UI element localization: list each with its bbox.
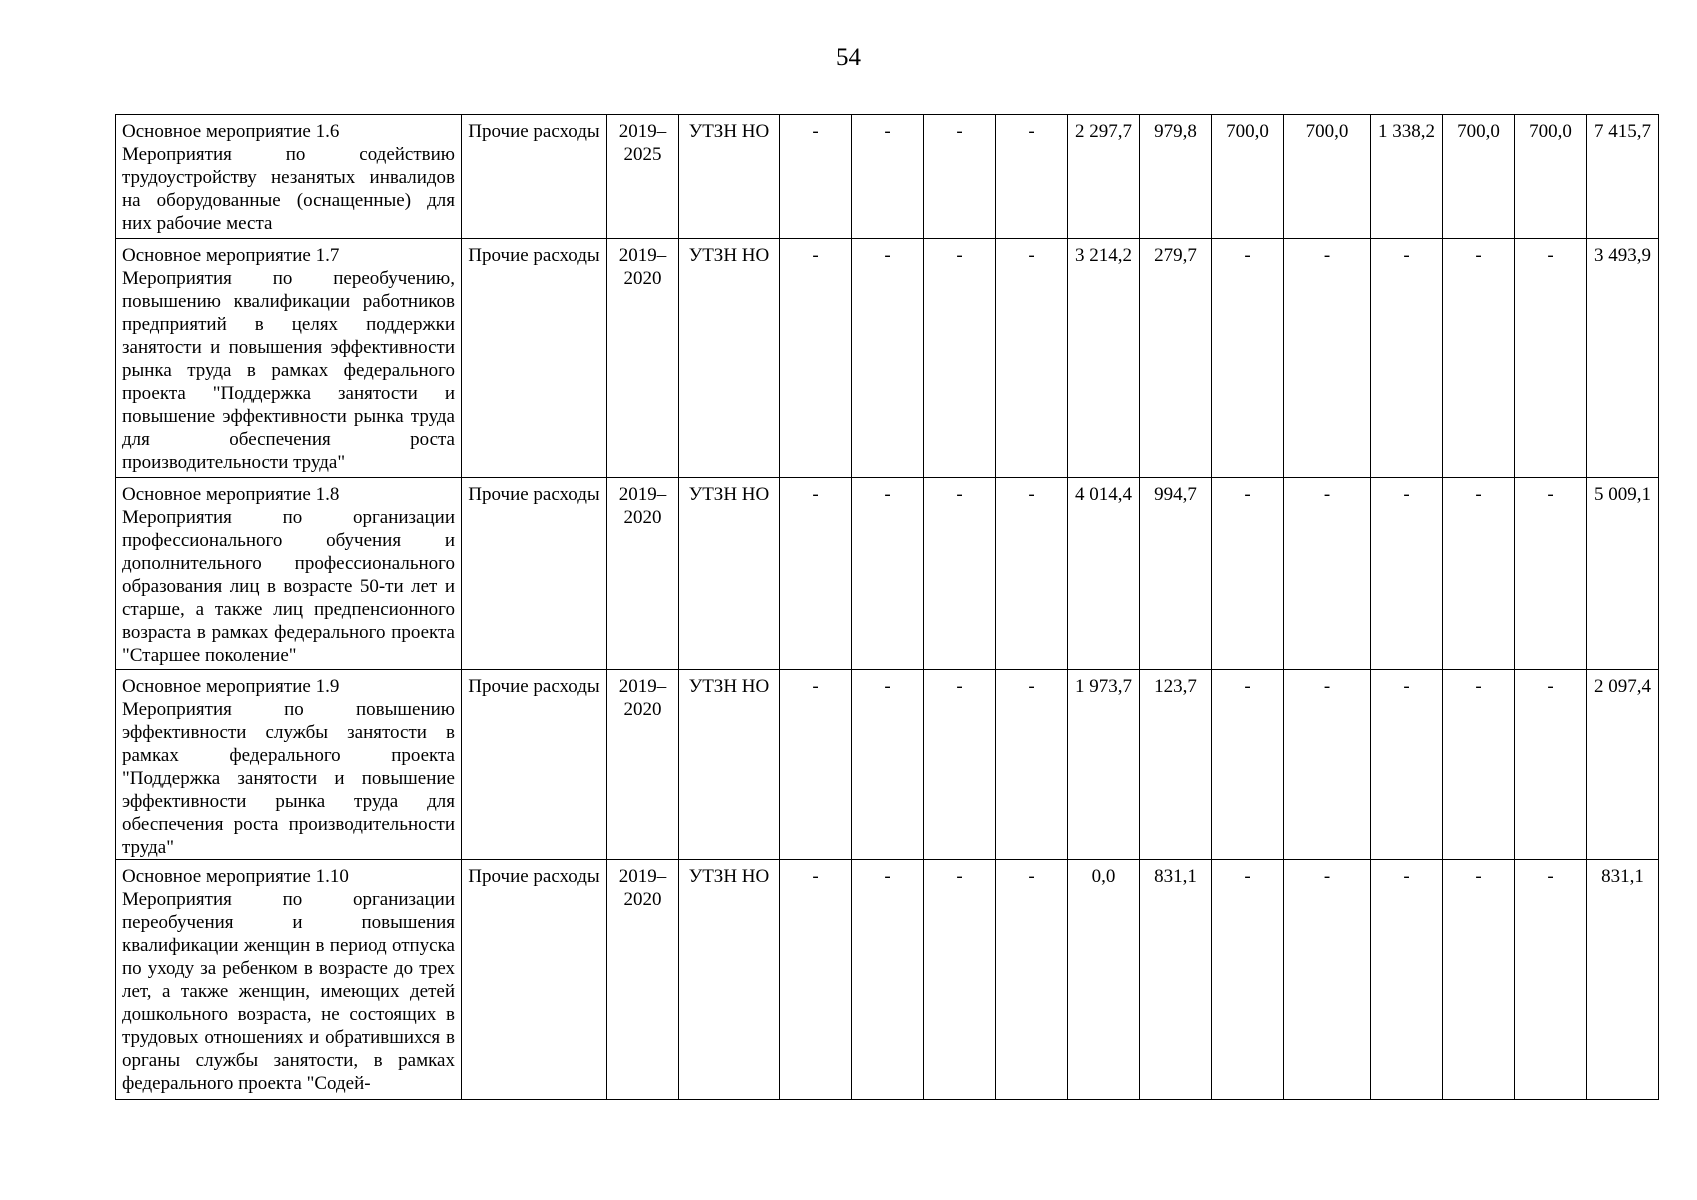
- value-cell: 0,0: [1068, 860, 1140, 1100]
- executor-cell: УТЗН НО: [679, 478, 780, 670]
- value-cell: -: [852, 239, 924, 478]
- value-cell: -: [1515, 860, 1587, 1100]
- table-row: [116, 860, 1659, 1100]
- activity-name-cell: [116, 478, 462, 670]
- value-cell: 700,0: [1212, 115, 1284, 239]
- budget-table: [115, 114, 1659, 1100]
- value-cell: -: [996, 478, 1068, 670]
- expense-type-cell: Прочие расходы: [462, 670, 607, 860]
- value-cell: -: [780, 115, 852, 239]
- activity-title: Основное мероприятие 1.7: [122, 245, 340, 266]
- total-value-cell: 831,1: [1587, 860, 1659, 1100]
- value-cell: -: [924, 860, 996, 1100]
- value-cell: -: [1515, 239, 1587, 478]
- value-cell: -: [996, 115, 1068, 239]
- table-row: [116, 478, 1659, 670]
- period-cell: 2019–2020: [607, 239, 679, 478]
- period-cell: 2019–2025: [607, 115, 679, 239]
- expense-type-cell: Прочие расходы: [462, 478, 607, 670]
- activity-name-cell: [116, 670, 462, 860]
- executor-cell: УТЗН НО: [679, 860, 780, 1100]
- activity-description: Мероприятия по содействию трудоустройству незанятых инвалидов на оборудованные (оснащенные) для них рабочие места: [122, 144, 455, 234]
- value-cell: -: [924, 115, 996, 239]
- page-number: 54: [836, 44, 861, 71]
- value-cell: 831,1: [1140, 860, 1212, 1100]
- value-cell: -: [1284, 860, 1371, 1100]
- value-cell: 1 338,2: [1371, 115, 1443, 239]
- period-cell: 2019–2020: [607, 860, 679, 1100]
- value-cell: -: [996, 670, 1068, 860]
- value-cell: -: [996, 860, 1068, 1100]
- value-cell: -: [780, 670, 852, 860]
- value-cell: -: [1371, 478, 1443, 670]
- expense-type-cell: Прочие расходы: [462, 239, 607, 478]
- value-cell: -: [1443, 478, 1515, 670]
- activity-name-cell: [116, 239, 462, 478]
- expense-type-cell: Прочие расходы: [462, 115, 607, 239]
- activity-description: Мероприятия по переобучению, повышению квалификации работников предприятий в целях поддержки занятости и повышения эффективности рынка труда в рамках федерального проекта "Поддержка занятости и повышение эффективности рынка труда для обеспечения роста производительности труда": [122, 268, 455, 473]
- activity-title: Основное мероприятие 1.10: [122, 866, 349, 887]
- value-cell: -: [1212, 239, 1284, 478]
- value-cell: -: [1371, 239, 1443, 478]
- table-row: [116, 115, 1659, 239]
- activity-description: Мероприятия по повышению эффективности службы занятости в рамках федерального проекта "Поддержка занятости и повышение эффективности рынка труда для обеспечения роста производительности труда": [122, 699, 455, 858]
- value-cell: -: [924, 670, 996, 860]
- value-cell: -: [1284, 239, 1371, 478]
- value-cell: 700,0: [1284, 115, 1371, 239]
- value-cell: 123,7: [1140, 670, 1212, 860]
- value-cell: 979,8: [1140, 115, 1212, 239]
- value-cell: -: [852, 478, 924, 670]
- value-cell: 2 297,7: [1068, 115, 1140, 239]
- value-cell: -: [1284, 670, 1371, 860]
- value-cell: 3 214,2: [1068, 239, 1140, 478]
- value-cell: -: [1212, 670, 1284, 860]
- value-cell: 700,0: [1443, 115, 1515, 239]
- value-cell: -: [852, 115, 924, 239]
- period-cell: 2019–2020: [607, 670, 679, 860]
- activity-description: Мероприятия по организации профессионального обучения и дополнительного профессионального образования лиц в возрасте 50-ти лет и старше, а также лиц предпенсионного возраста в рамках федерального проекта "Старшее поколение": [122, 507, 455, 666]
- value-cell: -: [1443, 860, 1515, 1100]
- value-cell: -: [1371, 860, 1443, 1100]
- total-value-cell: 5 009,1: [1587, 478, 1659, 670]
- activity-title: Основное мероприятие 1.8: [122, 484, 340, 505]
- value-cell: -: [1284, 478, 1371, 670]
- value-cell: -: [852, 860, 924, 1100]
- activity-description: Мероприятия по организации переобучения и повышения квалификации женщин в период отпуска по уходу за ребенком в возрасте до трех лет, а также женщин, имеющих детей дошкольного возраста, не состоящих в трудовых отношениях и обратившихся в органы службы занятости, в рамках федерального проекта "Содей-: [122, 889, 455, 1094]
- value-cell: -: [1443, 670, 1515, 860]
- activity-title: Основное мероприятие 1.6: [122, 121, 340, 142]
- activity-name-cell: [116, 860, 462, 1100]
- value-cell: -: [1515, 670, 1587, 860]
- executor-cell: УТЗН НО: [679, 239, 780, 478]
- table-row: [116, 670, 1659, 860]
- value-cell: -: [1371, 670, 1443, 860]
- value-cell: -: [780, 239, 852, 478]
- activity-name-cell: [116, 115, 462, 239]
- value-cell: 279,7: [1140, 239, 1212, 478]
- value-cell: 994,7: [1140, 478, 1212, 670]
- table-row: [116, 239, 1659, 478]
- value-cell: -: [780, 860, 852, 1100]
- value-cell: 700,0: [1515, 115, 1587, 239]
- value-cell: 4 014,4: [1068, 478, 1140, 670]
- value-cell: -: [1212, 478, 1284, 670]
- value-cell: -: [1212, 860, 1284, 1100]
- value-cell: -: [780, 478, 852, 670]
- value-cell: -: [924, 478, 996, 670]
- value-cell: -: [924, 239, 996, 478]
- expense-type-cell: Прочие расходы: [462, 860, 607, 1100]
- activity-title: Основное мероприятие 1.9: [122, 676, 340, 697]
- period-cell: 2019–2020: [607, 478, 679, 670]
- value-cell: -: [852, 670, 924, 860]
- executor-cell: УТЗН НО: [679, 115, 780, 239]
- value-cell: -: [1515, 478, 1587, 670]
- total-value-cell: 3 493,9: [1587, 239, 1659, 478]
- executor-cell: УТЗН НО: [679, 670, 780, 860]
- value-cell: 1 973,7: [1068, 670, 1140, 860]
- value-cell: -: [1443, 239, 1515, 478]
- total-value-cell: 2 097,4: [1587, 670, 1659, 860]
- value-cell: -: [996, 239, 1068, 478]
- total-value-cell: 7 415,7: [1587, 115, 1659, 239]
